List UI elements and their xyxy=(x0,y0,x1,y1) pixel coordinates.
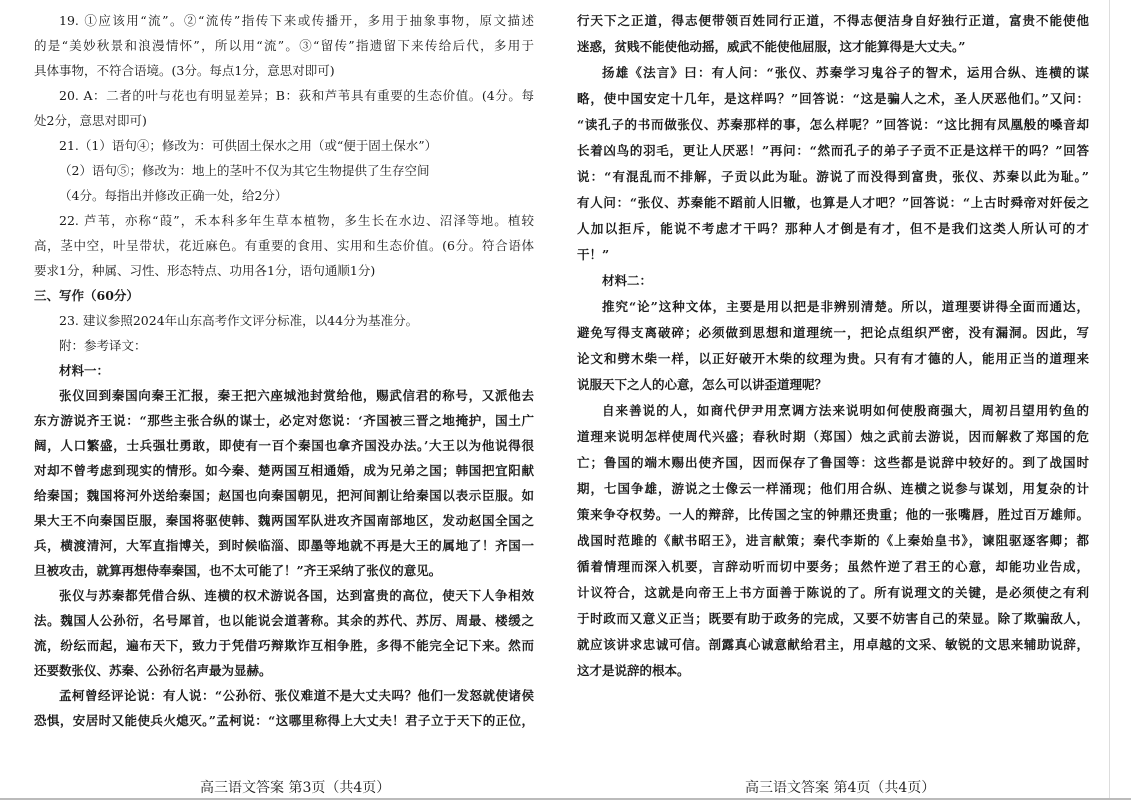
page-footer-right: 高三语文答案 第4页（共4页） xyxy=(745,780,936,796)
text-line: 行天下之正道，得志便带领百姓同行正道，不得志便洁身自好独行正道，富贵不能使他 xyxy=(577,13,1089,28)
paragraph xyxy=(34,83,534,133)
text-line: 三、写作（60分） xyxy=(34,288,139,303)
paragraph xyxy=(34,133,534,158)
text-line: 兵，横渡清河，大军直指博关，到时候临淄、即墨等地就不再是大王的属地了！齐国一 xyxy=(34,538,534,553)
scan-edge-divider xyxy=(1109,0,1110,800)
text-line: 自来善说的人，如商代伊尹用烹调方法来说明如何使殷商强大，周初吕望用钓鱼的 xyxy=(602,403,1089,418)
paragraph xyxy=(34,583,534,683)
paragraph xyxy=(577,60,1089,268)
text-line: 果大王不向秦国臣服，秦国将驱使韩、魏两国军队进攻齐国南部地区，发动赵国全国之 xyxy=(34,513,534,528)
text-line: “读孔子的书而做张仪、苏秦那样的事，怎么样呢？”回答说：“这比拥有凤凰般的嗓音却 xyxy=(577,117,1089,132)
text-line: 于时政而又意义正当；既要有助于政务的完成，又要不妨害自己的荣显。除了欺骗敌人， xyxy=(577,611,1089,626)
page-4-column xyxy=(577,8,1089,684)
text-line: 人加以拒斥，能说不考虑才干吗？那种人才倒是有才，但不是我们这类人所认可的才 xyxy=(577,221,1089,236)
text-line: 给秦国；魏国将河外送给秦国；赵国也向秦国朝见，把河间割让给秦国以表示臣服。如 xyxy=(34,488,534,503)
text-line: 亡；鲁国的端木赐出使齐国，因而保存了鲁国等：这些都是说辞中较好的。到了战国时 xyxy=(577,455,1089,470)
text-line: 具体事物，不符合语境。(3分。每点1分，意思对即可) xyxy=(34,63,335,78)
text-line: 扬雄《法言》曰：有人问：“张仪、苏秦学习鬼谷子的智术，运用合纵、连横的谋 xyxy=(602,65,1089,80)
text-line: 的是“美妙秋景和浪漫情怀”，所以用“流”。③“留传”指遗留下来传给后代，多用于 xyxy=(34,38,534,53)
text-line: 迷惑，贫贱不能使他动摇，威武不能使他屈服，这才能算得是大丈夫。” xyxy=(577,39,966,54)
text-line: 就应该讲求忠诚可信。剖露真心诚意献给君主，用卓越的文采、敏锐的文思来辅助说辞， xyxy=(577,637,1089,652)
text-line: 循着情理而深入机要，言辞动听而切中要务；虽然忤逆了君王的心意，却能功业告成， xyxy=(577,559,1089,574)
page-3-column xyxy=(34,8,534,733)
text-line: （2）语句⑤；修改为：地上的茎叶不仅为其它生物提供了生存空间 xyxy=(59,163,430,178)
paragraph xyxy=(34,8,534,83)
text-line: 避免写得支离破碎；必须做到思想和道理统一，把论点组织严密，没有漏洞。因此，写 xyxy=(577,325,1089,340)
text-line: 21.（1）语句④；修改为：可供固土保水之用（或“便于固土保水”） xyxy=(59,138,438,153)
text-line: 说：“有混乱而不排解，子贡以此为耻。游说了而没得到富贵，张仪、苏秦以此为耻。” xyxy=(577,169,1089,184)
paragraph xyxy=(34,383,534,583)
text-line: 期，七国争雄，游说之士像云一样涌现；他们用合纵、连横之说参与谋划，用复杂的计 xyxy=(577,481,1089,496)
text-line: 论文和劈木柴一样，以正好破开木柴的纹理为贵。只有有才德的人，能用正当的道理来 xyxy=(577,351,1089,366)
text-line: 策来争夺权势。一人的辩辞，比传国之宝的钟鼎还贵重；他的一张嘴唇，胜过百万雄师。 xyxy=(577,507,1089,522)
paragraph xyxy=(577,294,1089,398)
paragraph xyxy=(577,268,1089,294)
text-line: 略，使中国安定十几年，是这样吗？”回答说：“这是骗人之术，圣人厌恶他们。”又问： xyxy=(577,91,1089,106)
paragraph xyxy=(34,283,534,308)
text-line: 张仪与苏秦都凭借合纵、连横的权术游说各国，达到富贵的高位，使天下人争相效 xyxy=(59,588,534,603)
text-line: 这才是说辞的根本。 xyxy=(577,663,690,678)
text-line: 材料一： xyxy=(59,363,110,378)
text-line: 还要数张仪、苏秦、公孙衍名声最为显赫。 xyxy=(34,663,272,678)
paragraph xyxy=(34,308,534,333)
text-line: 说服天下之人的心意，怎么可以讲歪道理呢？ xyxy=(577,377,828,392)
text-line: 法。魏国人公孙衍，名号犀首，也以能说会道著称。其余的苏代、苏厉、周最、楼缓之 xyxy=(34,613,534,628)
text-line: 流，纷纭而起，遍布天下，致力于凭借巧辩欺诈互相争胜，多得不能完全记下来。然而 xyxy=(34,638,534,653)
text-line: 高，茎中空，叶呈带状，花近麻色。有重要的食用、实用和生态价值。(6分。符合语体 xyxy=(34,238,534,253)
paragraph xyxy=(577,8,1089,60)
text-line: 22. 芦苇，亦称“葭”，禾本科多年生草本植物，多生长在水边、沼泽等地。植较 xyxy=(59,213,534,228)
text-line: 恐惧，安居时又能使兵火熄灭。”孟柯说：“这哪里称得上大丈夫！君子立于天下的正位， xyxy=(34,713,534,728)
text-line: 阔，人口繁盛，士兵强壮勇敢，即使有一百个秦国也拿齐国没办法。’大王以为他说得很 xyxy=(34,438,534,453)
text-line: 孟柯曾经评论说：有人说：“公孙衍、张仪难道不是大丈夫吗？他们一发怒就使诸侯 xyxy=(59,688,534,703)
paragraph xyxy=(34,208,534,283)
text-line: 20. A：二者的叶与花也有明显差异；B：荻和芦苇具有重要的生态价值。(4分。每 xyxy=(59,88,534,103)
text-line: 附：参考译文： xyxy=(59,338,147,353)
paragraph xyxy=(577,398,1089,684)
text-line: 干！” xyxy=(577,247,610,262)
text-line: 有人问：“张仪、苏秦能不蹈前人旧辙，也算是人才吧？”回答说：“上古时舜帝对奸佞之 xyxy=(577,195,1089,210)
text-line: 旦被攻击，就算再想侍奉秦国，也不太可能了！”齐王采纳了张仪的意见。 xyxy=(34,563,442,578)
text-line: （4分。每指出并修改正确一处，给2分） xyxy=(59,188,288,203)
text-line: 计议符合，这就是向帝王上书方面善于陈说的了。所有说理文的关键，是必须使之有利 xyxy=(577,585,1089,600)
page-footer-left: 高三语文答案 第3页（共4页） xyxy=(200,780,391,796)
text-line: 对却不曾考虑到现实的情形。如今秦、楚两国互相通婚，成为兄弟之国；韩国把宜阳献 xyxy=(34,463,534,478)
paragraph xyxy=(34,183,534,208)
paragraph xyxy=(34,358,534,383)
text-line: 19. ①应该用“流”。②“流传”指传下来或传播开，多用于抽象事物，原文描述 xyxy=(59,13,534,28)
text-line: 要求1分，种属、习性、形态特点、功用各1分，语句通顺1分) xyxy=(34,263,376,278)
text-line: 推究“论”这种文体，主要是用以把是非辨别清楚。所以，道理要讲得全面而通达， xyxy=(602,299,1089,314)
text-line: 战国时范雎的《献书昭王》，进言献策；秦代李斯的《上秦始皇书》，谏阻驱逐客卿；都 xyxy=(577,533,1089,548)
text-line: 道理来说明怎样使周代兴盛；春秋时期（郑国）烛之武前去游说，因而解救了郑国的危 xyxy=(577,429,1089,444)
text-line: 长着凶鸟的羽毛，更让人厌恶！”再问：“然而孔子的弟子子贡不正是这样干的吗？”回答 xyxy=(577,143,1089,158)
text-line: 材料二： xyxy=(602,273,653,288)
text-line: 23. 建议参照2024年山东高考作文评分标准，以44分为基准分。 xyxy=(59,313,419,328)
text-line: 东方游说齐王说：“那些主张合纵的谋士，必定对您说：‘齐国被三晋之地掩护，国土广 xyxy=(34,413,534,428)
text-line: 处2分，意思对即可) xyxy=(34,113,147,128)
text-line: 张仪回到秦国向秦王汇报，秦王把六座城池封赏给他，赐武信君的称号，又派他去 xyxy=(59,388,534,403)
paragraph xyxy=(34,683,534,733)
paragraph xyxy=(34,333,534,358)
paragraph xyxy=(34,158,534,183)
